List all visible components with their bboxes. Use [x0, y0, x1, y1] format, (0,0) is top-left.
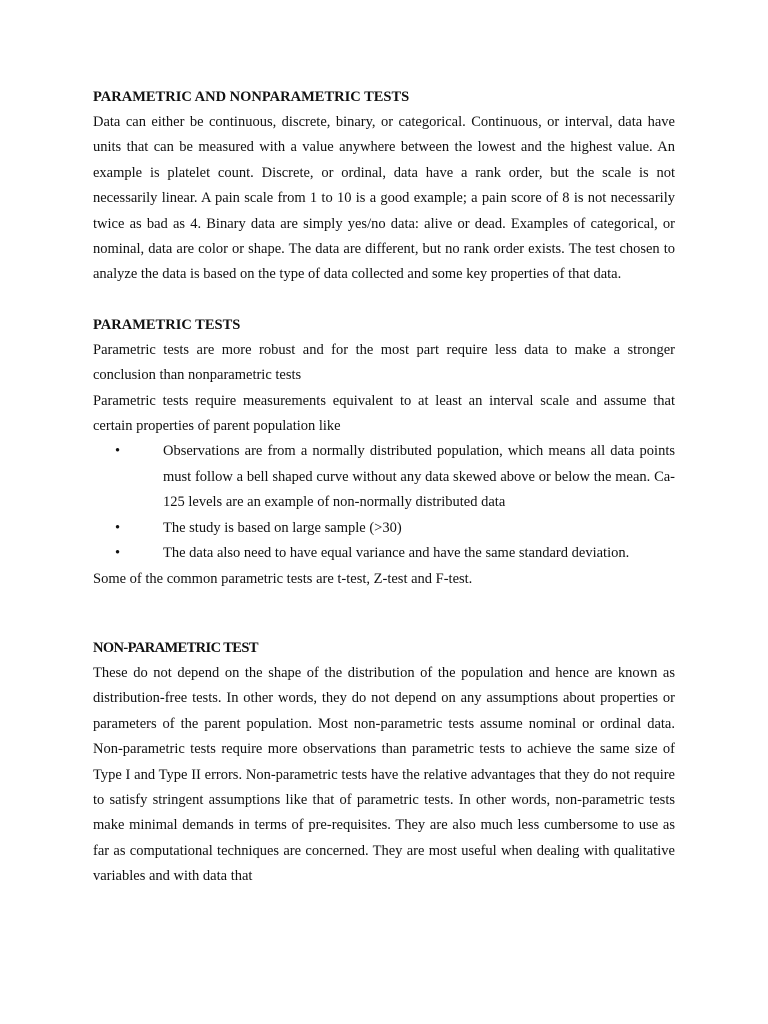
section-heading-parametric-tests: PARAMETRIC TESTS	[93, 316, 241, 333]
assumptions-list	[93, 439, 675, 566]
common-parametric-tests-paragraph: Some of the common parametric tests are t-test, Z-test and F-test.	[93, 570, 473, 587]
parametric-requirements-paragraph: Parametric tests require measurements equivalent to at least an interval scale and assume that certain properties of parent population like	[93, 392, 675, 435]
section-heading-parametric-and-nonparametric: PARAMETRIC AND NONPARAMETRIC TESTS	[93, 89, 410, 105]
bullet-icon: •	[115, 443, 121, 460]
section-heading-non-parametric-test: NON-PARAMETRIC TEST	[93, 639, 258, 656]
bullet-icon: •	[115, 545, 121, 562]
list-item-text: Observations are from a normally distributed population, which means all data points must follow a bell shaped curve without any data skewed above or below the mean. Ca-125 levels are an example of non-normally distributed data	[163, 443, 675, 511]
data-types-paragraph: Data can either be continuous, discrete, binary, or categorical. Continuous, or interval, data have units that can be measured with a value anywhere between the lowest and the highest value. An example is platelet count. Discrete, or ordinal, data have a rank order, but the scale is not necessarily linear. A pain scale from 1 to 10 is a good example; a pain score of 8 is not necessarily twice as bad as 4. Binary data are simply yes/no data: alive or dead. Examples of categorical, or nominal, data are color or shape. The data are different, but no rank order exists. The test chosen to analyze the data is based on the type of data collected and some key properties of that data.	[93, 114, 675, 283]
document-page	[93, 85, 675, 890]
list-item	[93, 516, 675, 541]
list-item	[93, 439, 675, 515]
non-parametric-paragraph: These do not depend on the shape of the distribution of the population and hence are known as distribution-free tests. In other words, they do not depend on any assumptions about properties or parameters of the parent population. Most non-parametric tests assume nominal or ordinal data. Non-parametric tests require more observations than parametric tests to achieve the same size of Type I and Type II errors. Non-parametric tests have the relative advantages that they do not require to satisfy stringent assumptions like that of parametric tests. In other words, non-parametric tests make minimal demands in terms of pre-requisites. They are also much less cumbersome to use as far as computational techniques are concerned. They are most useful when dealing with qualitative variables and with data that	[93, 664, 675, 885]
list-item-text: The study is based on large sample (>30)	[163, 519, 402, 536]
spacer	[93, 288, 675, 313]
list-item	[93, 541, 675, 566]
spacer	[93, 592, 675, 636]
list-item-text: The data also need to have equal variance and have the same standard deviation.	[163, 545, 630, 562]
bullet-icon: •	[115, 519, 121, 536]
parametric-robust-paragraph: Parametric tests are more robust and for the most part require less data to make a stronger conclusion than nonparametric tests	[93, 341, 675, 384]
